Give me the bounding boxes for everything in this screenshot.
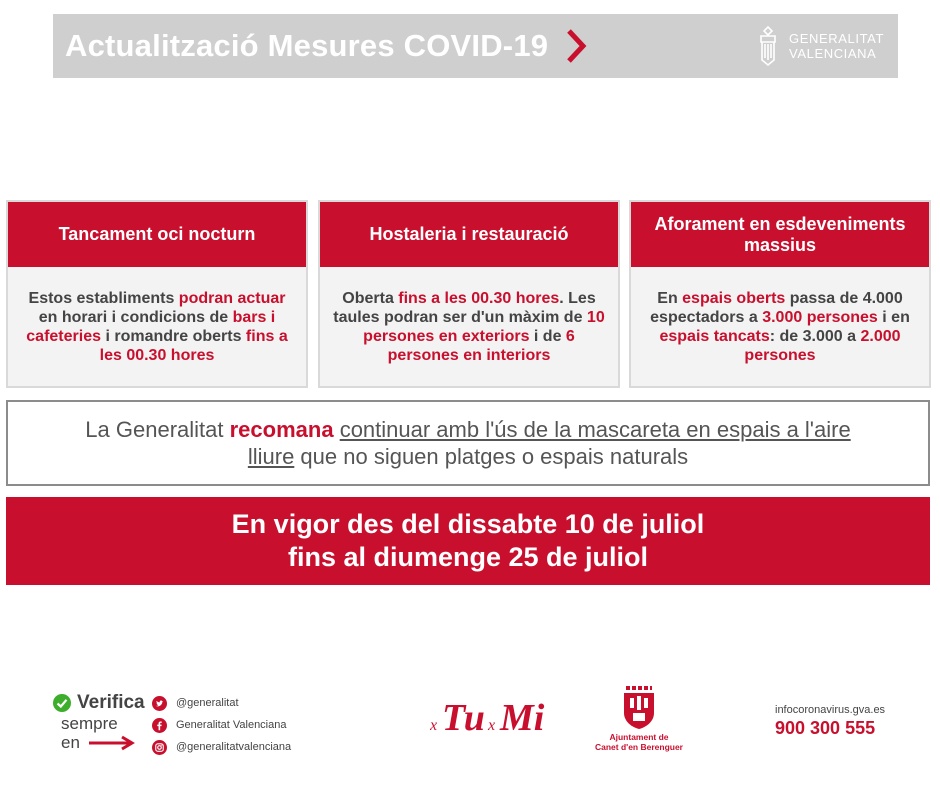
card-title: Hostaleria i restauració — [320, 202, 618, 267]
recommend-tail: que no siguen platges o espais naturals — [294, 444, 689, 469]
banner-title: Actualització Mesures COVID-19 — [65, 28, 549, 63]
svg-text:x: x — [488, 717, 496, 734]
card-body — [631, 267, 929, 386]
body-text: passa de 4.000 espectadors a — [650, 289, 903, 326]
verify-line2: sempre — [61, 714, 118, 733]
twitter-handle: @generalitat — [176, 697, 239, 709]
recommend-strong: recomana — [229, 417, 334, 442]
card-aforament — [629, 200, 931, 388]
highlight-text: fins a les 00.30 hores — [99, 327, 288, 364]
chevron-right-icon — [564, 26, 588, 66]
highlight-text: fins a les 00.30 hores — [398, 289, 560, 307]
highlight-text: bars i cafeteries — [26, 308, 276, 345]
ajuntament-line2: Canet d'en Berenguer — [595, 742, 683, 752]
validity-line2: fins al diumenge 25 de juliol — [287, 542, 649, 572]
ajuntament-logo — [584, 684, 694, 752]
twitter-icon — [152, 696, 167, 711]
footer — [0, 680, 940, 780]
info-url[interactable]: infocoronavirus.gva.es — [775, 704, 886, 716]
body-text: : de 3.000 a — [769, 327, 861, 345]
recommend-text: La Generalitat — [85, 417, 230, 442]
verify-line3: en — [61, 733, 80, 752]
highlight-text: podran actuar — [178, 289, 286, 307]
highlight-text: 10 persones en exteriors — [363, 308, 605, 345]
xtuxmi-logo — [430, 690, 550, 740]
mask-recommendation — [6, 400, 930, 486]
svg-text:Tu: Tu — [442, 697, 485, 739]
social-links — [152, 692, 291, 758]
info-phone[interactable]: 900 300 555 — [775, 718, 876, 738]
card-title: Aforament en esdeveniments massius — [631, 202, 929, 267]
recommend-underlined: continuar amb l'ús de la mascareta en espais a l'aire lliure — [247, 417, 851, 469]
instagram-handle: @generalitatvalenciana — [176, 741, 292, 753]
body-text: i romandre oberts — [101, 327, 246, 345]
highlight-text: espais tancats — [659, 327, 770, 345]
logo-line1: GENERALITAT — [789, 31, 884, 46]
highlight-text: 3.000 persones — [762, 308, 878, 326]
body-text: En — [657, 289, 683, 307]
facebook-link[interactable] — [152, 714, 291, 736]
canet-emblem-icon — [620, 684, 658, 730]
card-title: Tancament oci nocturn — [8, 202, 306, 267]
verify-label: Verifica — [77, 692, 145, 713]
body-text: Estos establiments — [28, 289, 179, 307]
facebook-page: Generalitat Valenciana — [176, 719, 287, 731]
card-body — [320, 267, 618, 386]
body-text: i de — [529, 327, 566, 345]
twitter-link[interactable] — [152, 692, 291, 714]
arrow-right-icon — [88, 735, 136, 751]
check-circle-icon — [53, 694, 71, 712]
body-text: i en — [877, 308, 910, 326]
highlight-text: en interiors — [458, 346, 551, 364]
card-oci-nocturn — [6, 200, 308, 388]
svg-text:x: x — [430, 717, 438, 734]
highlight-text: 2.000 persones — [744, 327, 901, 364]
logo-line2: VALENCIANA — [789, 46, 877, 61]
card-body — [8, 267, 306, 386]
card-hostaleria — [318, 200, 620, 388]
verify-block — [53, 692, 145, 752]
svg-text:Mi: Mi — [500, 697, 545, 739]
instagram-link[interactable] — [152, 736, 291, 758]
validity-banner — [6, 497, 930, 585]
body-text: en horari i condicions de — [38, 308, 233, 326]
facebook-icon — [152, 718, 167, 733]
ajuntament-line1: Ajuntament de — [609, 732, 669, 742]
measures-cards — [6, 194, 932, 392]
highlight-text: 6 persones — [387, 327, 575, 364]
generalitat-emblem-icon — [753, 24, 783, 68]
body-text: . Les taules podran ser d'un màxim de — [333, 289, 596, 326]
highlight-text: espais oberts — [682, 289, 786, 307]
validity-line1: En vigor des del dissabte 10 de juliol — [231, 509, 705, 539]
top-banner — [53, 14, 898, 78]
generalitat-logo — [753, 24, 884, 68]
body-text: Oberta — [342, 289, 399, 307]
instagram-icon — [152, 740, 167, 755]
contact-block — [775, 704, 885, 739]
